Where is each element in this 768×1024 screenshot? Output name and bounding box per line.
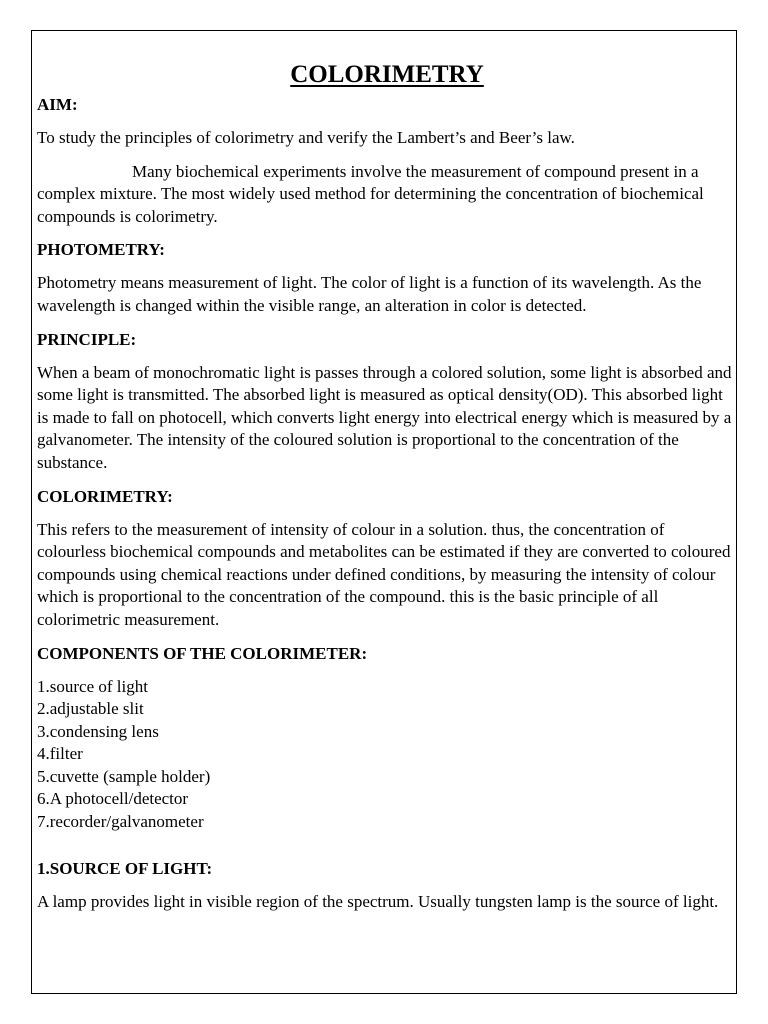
aim-text: To study the principles of colorimetry and verify the Lambert’s and Beer’s law. <box>37 128 575 147</box>
colorimetry-heading: COLORIMETRY: <box>37 486 173 506</box>
photometry-heading: PHOTOMETRY: <box>37 240 165 260</box>
colorimetry-text: This refers to the measurement of intensity of colour in a solution. thus, the concentration of colourless biochemical compounds and metabolites can be estimated if they are converted to coloured compounds using chemical reactions under defined conditions, by measuring the intensity of colour which is proportional to the concentration of the compound. this is the basic principle of all colorimetric measurement. <box>37 519 731 629</box>
source-of-light-text: A lamp provides light in visible region of the spectrum. Usually tungsten lamp is the source of light. <box>37 891 719 911</box>
intro-paragraph: Many biochemical experiments involve the measurement of compound present in a complex mixture. The most widely used method for determining the concentration of biochemical compounds is colorimetry. <box>37 161 704 226</box>
list-item: 2.adjustable slit <box>37 699 144 719</box>
components-list <box>37 676 737 834</box>
principle-heading: PRINCIPLE: <box>37 329 137 349</box>
list-item: 5.cuvette (sample holder) <box>37 766 211 786</box>
list-item: 4.filter <box>37 744 83 764</box>
aim-heading: AIM: <box>37 95 78 114</box>
source-of-light-heading: 1.SOURCE OF LIGHT: <box>37 858 213 878</box>
photometry-text: Photometry means measurement of light. The color of light is a function of its wavelength. As the wavelength is changed within the visible range, an alteration in color is detected. <box>37 273 702 315</box>
document-content <box>37 58 737 917</box>
principle-text: When a beam of monochromatic light is passes through a colored solution, some light is absorbed and some light is transmitted. The absorbed light is measured as optical density(OD). This absorbed light is made to fall on photocell, which converts light energy into electrical energy which is measured by a galvanometer. The intensity of the coloured solution is proportional to the concentration of the substance. <box>37 362 732 472</box>
list-item: 7.recorder/galvanometer <box>37 812 204 832</box>
list-item: 1.source of light <box>37 676 148 696</box>
page-title: COLORIMETRY <box>290 61 484 88</box>
list-item: 6.A photocell/detector <box>37 789 189 809</box>
components-heading: COMPONENTS OF THE COLORIMETER: <box>37 643 368 663</box>
list-item: 3.condensing lens <box>37 721 159 741</box>
